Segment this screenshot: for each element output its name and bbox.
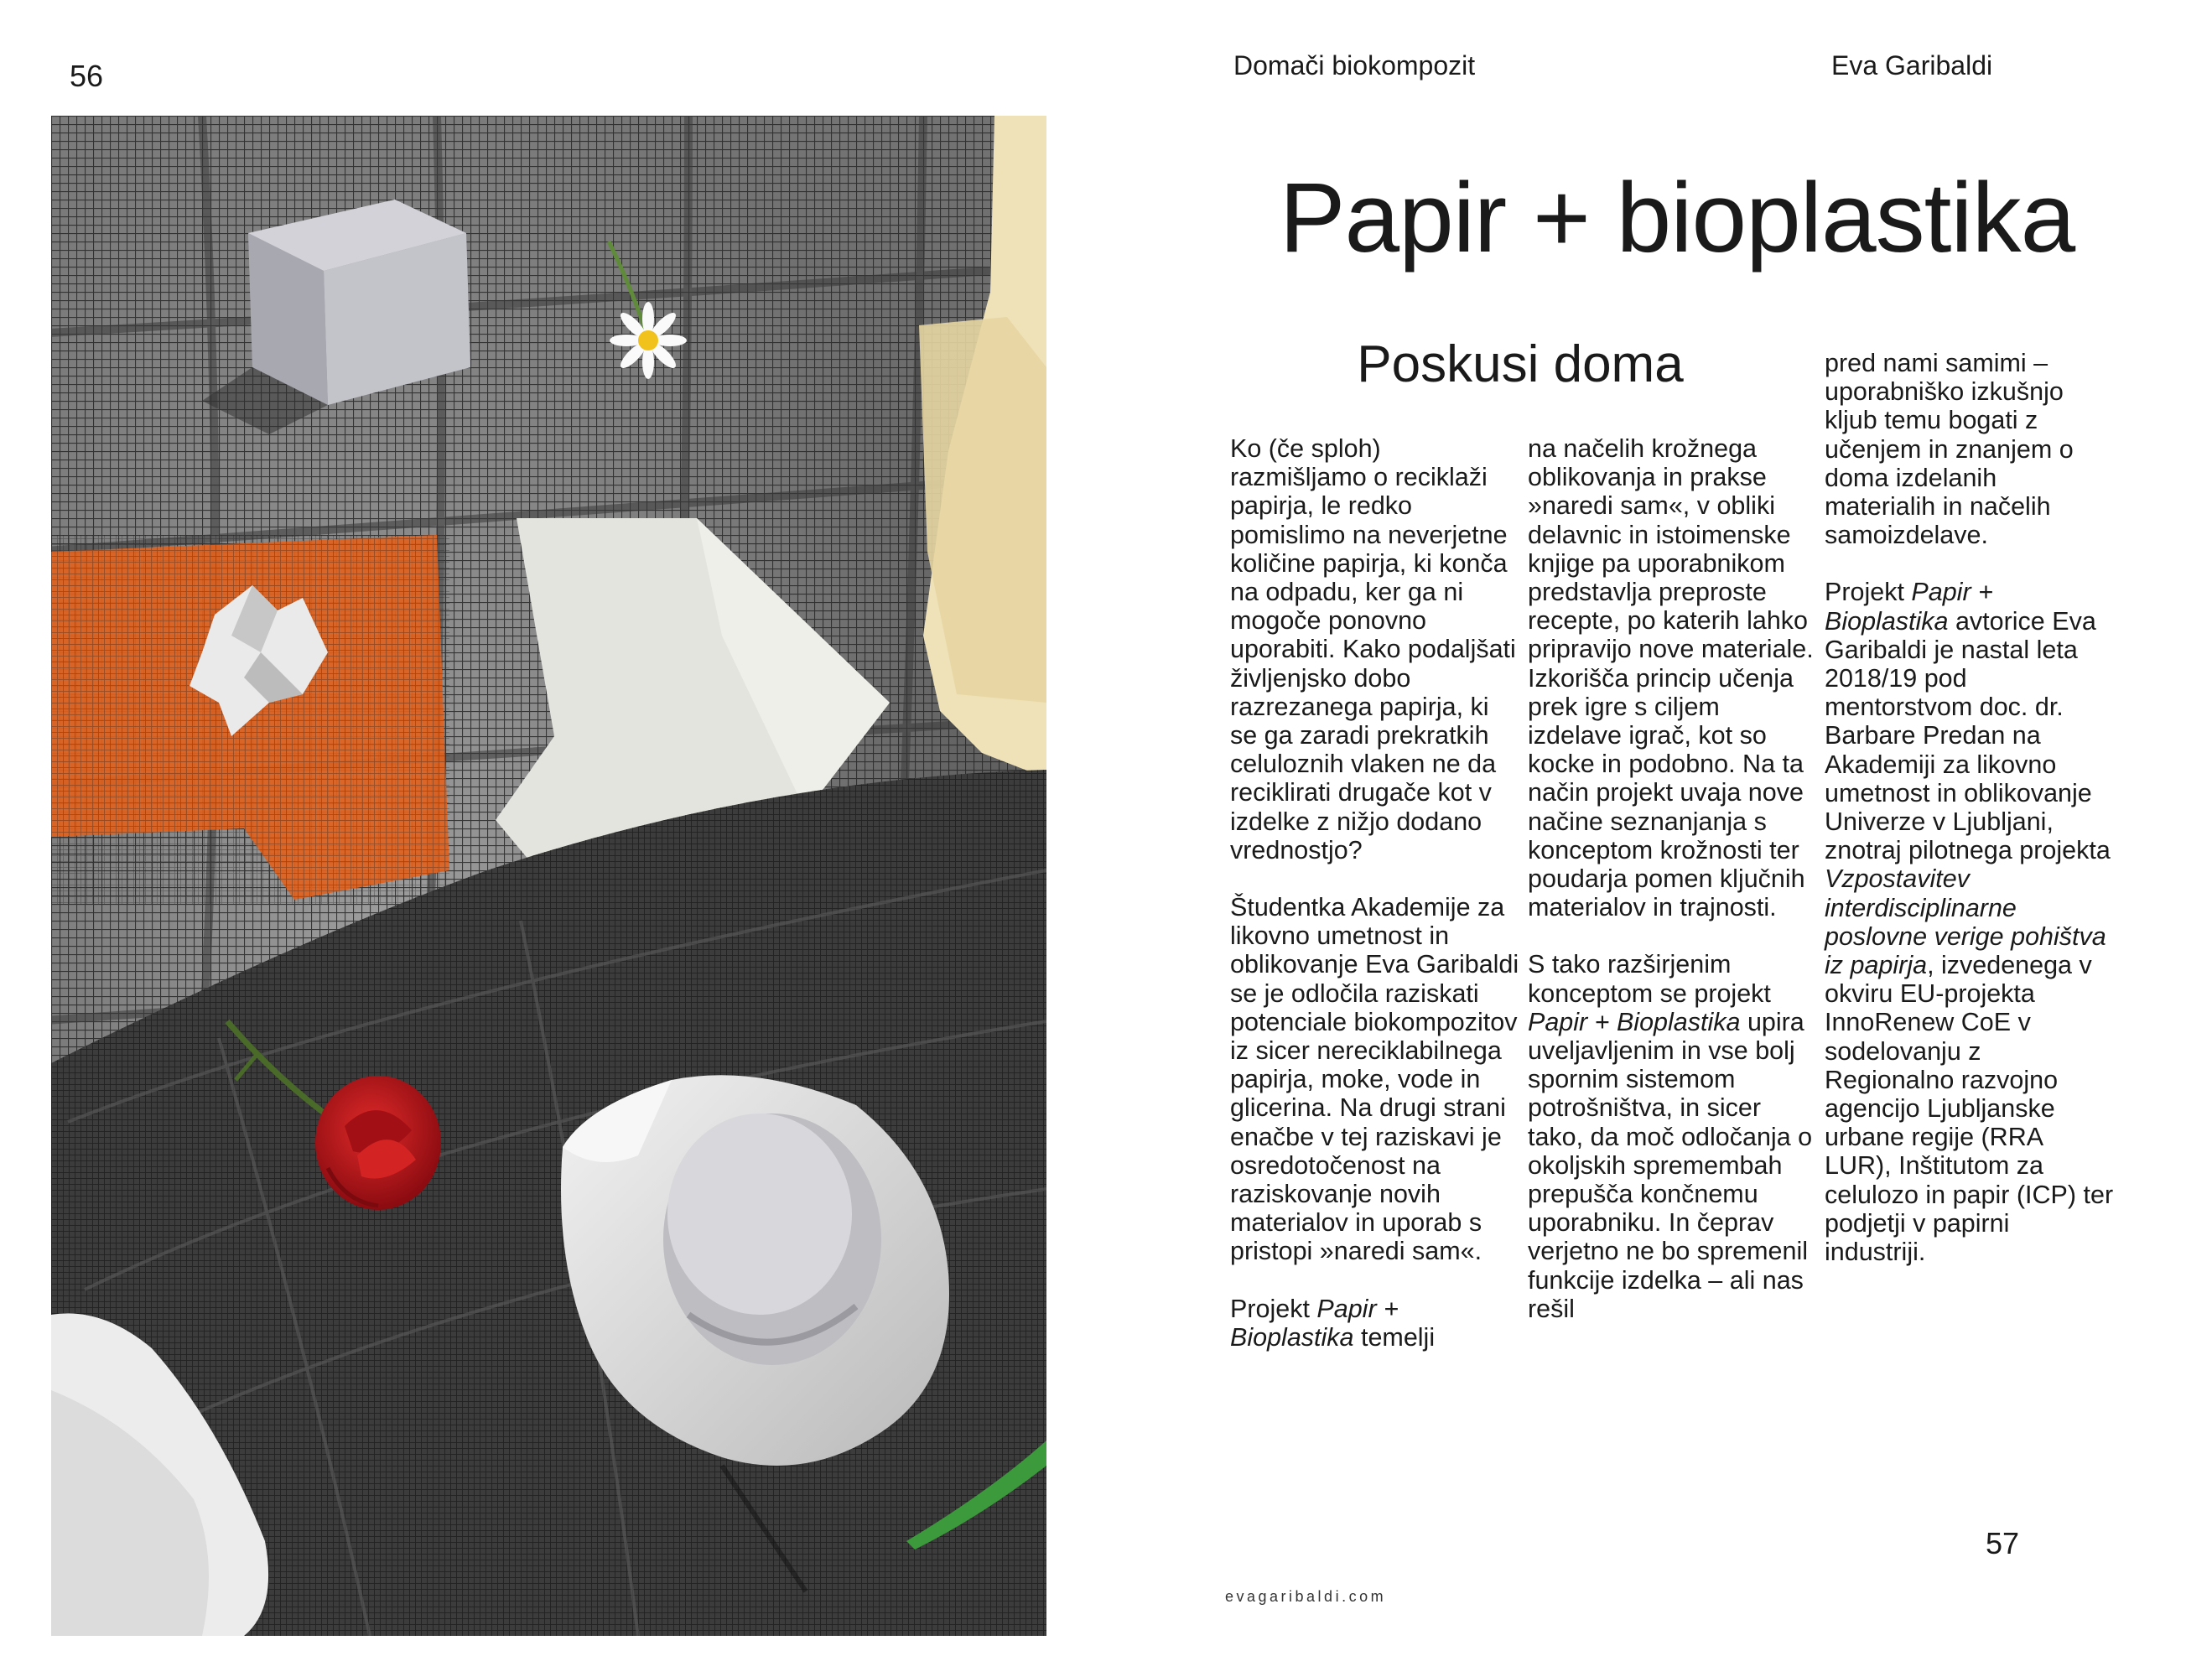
running-title: Domači biokompozit [1233,50,1476,80]
paragraph [1825,578,2114,1266]
text-run: Ko (če sploh) razmišljamo o reciklaži papirja, le redko pomislimo na neverjetne količine papirja, ki konča na odpadu, ker ga ni mogoče ponovno uporabiti. Kako podaljšati življenjsko dobo razrezanega papirja, ki se ga zaradi prekratkih celuloznih vlaken ne da reciklirati drugače kot v izdelke z nižjo dodano vrednostjo? [1230,434,1516,864]
page-number-right: 57 [1986,1526,2020,1560]
text-run: na načelih krožnega oblikovanja in prakse »naredi sam«, v obliki delavnic in istoimenske knjige pa uporabnikom predstavlja preproste recepte, po katerih lahko pripravijo nove materiale. Izkorišča princip učenja prek igre s ciljem izdelave igrač, kot so kocke in podobno. Na ta način projekt uvaja nove načine seznanjanja s konceptom krožnosti ter poudarja pomen ključnih materialov in trajnosti. [1528,434,1814,922]
text-column-1 [1230,434,1519,1380]
text-run: Projekt [1230,1294,1317,1323]
italic-run: Papir + Bioplastika [1528,1007,1741,1036]
article-subtitle: Poskusi doma [1357,335,1684,393]
running-author: Eva Garibaldi [1831,50,1993,80]
text-run: , izvedenega v okviru EU-projekta InnoRenew CoE v sodelovanju z Regionalno razvojno agencijo Ljubljanske urbane regije (RRA LUR), Inštitutom za celulozo in papir (ICP) ter podjetji v papirni industriji. [1825,951,2114,1267]
paragraph [1230,1295,1519,1352]
italic-run: Papir + Bioplastika [1825,578,1993,636]
italic-run: Papir + Bioplastika [1230,1294,1399,1352]
italic-run: Vzpostavitev interdisciplinarne poslovne verige pohištva iz papirja [1825,864,2106,980]
photo-paper-bioplastic-objects [51,116,1046,1636]
text-column-2 [1528,434,1817,1352]
text-run: S tako razširjenim konceptom se projekt [1528,950,1771,1008]
text-run: upira uveljavljenim in vse bolj spornim sistemom potrošništva, in sicer tako, da moč odločanja o okoljskih spremembah prepušča končnemu uporabniku. In čeprav verjetno ne bo spremenil funkcije izdelka – ali nas rešil [1528,1007,1813,1323]
article-title: Papir + bioplastika [1279,163,2075,273]
text-run: avtorice Eva Garibaldi je nastal leta 2018/19 pod mentorstvom doc. dr. Barbare Predan na Akademiji za likovno umetnost in oblikovanje Univerze v Ljubljani, znotraj pilotnega projekta [1825,606,2111,865]
paragraph [1825,349,2114,549]
text-column-3 [1825,349,2114,1295]
text-run: temelji [1353,1322,1436,1352]
page-number-left: 56 [70,59,104,93]
text-run: Projekt [1825,578,1912,607]
text-run: Študentka Akademije za likovno umetnost in oblikovanje Eva Garibaldi se je odločila raziskati potenciale biokompozitov iz sicer nereciklabilnega papirja, moke, vode in glicerina. Na drugi strani enačbe v tej raziskavi je osredotočenost na raziskovanje novih materialov in uporab s pristopi »naredi sam«. [1230,893,1519,1266]
footer-url: evagaribaldi.com [1225,1588,1387,1605]
paragraph [1230,434,1519,864]
paragraph [1528,434,1817,921]
paragraph [1230,893,1519,1266]
text-run: pred nami samimi – uporabniško izkušnjo kljub temu bogati z učenjem in znanjem o doma izdelanih materialih in načelih samoizdelave. [1825,349,2074,550]
paragraph [1528,950,1817,1323]
